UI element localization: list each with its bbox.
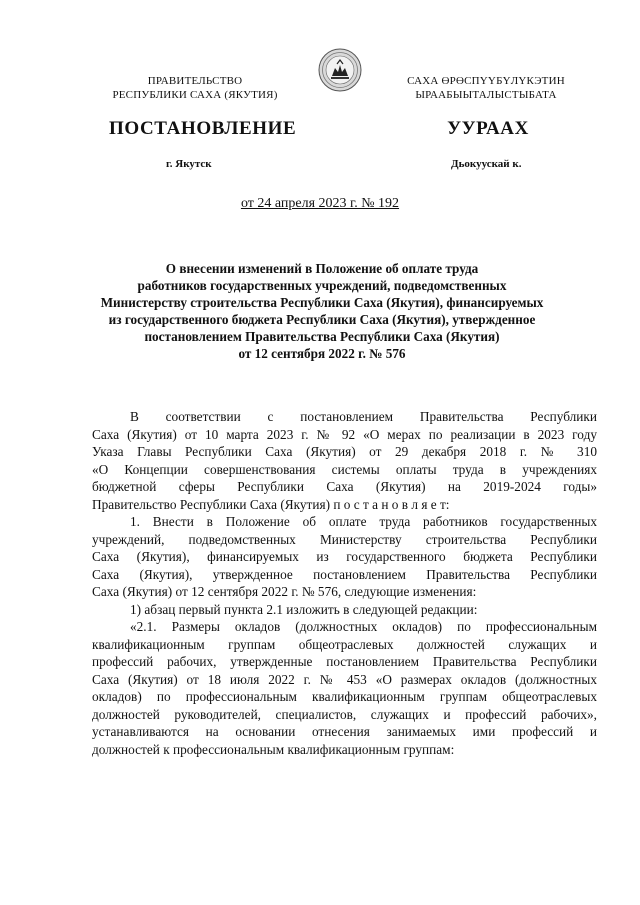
body-line: «О Концепции совершенствования системы оплаты труда в учреждениях <box>92 461 597 477</box>
paragraph-subitem-1 <box>92 601 597 619</box>
body-line: 1) абзац первый пункта 2.1 изложить в следующей редакции: <box>130 601 478 617</box>
body-line: Указа Главы Республики Саха (Якутия) от 29 декабря 2018 г. № 310 <box>92 444 597 459</box>
paragraph-item-1 <box>92 513 597 601</box>
document-date-number <box>0 196 640 212</box>
paragraph-quote-2-1 <box>92 618 597 758</box>
body-line: В соответствии с постановлением Правительства Республики <box>130 409 597 424</box>
header-left-line-1: ПРАВИТЕЛЬСТВО <box>147 75 243 87</box>
body-line: должностей к профессиональным квалификационным группам: <box>92 741 455 757</box>
coat-of-arms-icon <box>318 48 362 92</box>
header-left-line-2: РЕСПУБЛИКИ САХА (ЯКУТИЯ) <box>112 89 278 101</box>
government-name-russian <box>85 74 305 102</box>
body-line: 1. Внести в Положение об оплате труда работников государственных <box>130 514 597 529</box>
body-line: Саха (Якутия) от 18 июля 2022 г. № 453 «О размерах окладов (должностных <box>92 671 597 687</box>
government-name-yakut <box>376 74 596 102</box>
body-line: Саха (Якутия) от 10 марта 2023 г. № 92 «О мерах по реализации в 2023 году <box>92 426 597 442</box>
heading-line: работников государственных учреждений, подведомственных <box>137 278 507 293</box>
body-line: окладов) по профессиональным квалификационным группам общеотраслевых <box>92 689 597 704</box>
body-line: устанавливаются на основании отнесения занимаемых ими профессий и <box>92 724 597 739</box>
header-right-line-2: ЫРААБЫЫТАЛЫСТЫБАТА <box>415 89 557 101</box>
heading-line: постановлением Правительства Республики Саха (Якутия) <box>144 329 500 344</box>
document-type-russian: ПОСТАНОВЛЕНИЕ <box>109 118 297 139</box>
date-number-text: от 24 апреля 2023 г. № 192 <box>240 196 400 211</box>
body-line: учреждений, подведомственных Министерству строительства Республики <box>92 531 597 547</box>
document-body <box>92 408 597 758</box>
city-yakut: Дьокуускай к. <box>451 158 522 170</box>
body-line: «2.1. Размеры окладов (должностных окладов) по профессиональным <box>130 619 597 634</box>
heading-line: О внесении изменений в Положение об оплате труда <box>165 261 479 276</box>
body-line: Саха (Якутия), финансируемых из государственного бюджета Республики <box>92 549 597 564</box>
body-line: Саха (Якутия), утвержденное постановлением Правительства Республики <box>92 566 597 582</box>
body-line: должностей руководителей, специалистов, служащих и профессий рабочих», <box>92 706 597 722</box>
paragraph-preamble <box>92 408 597 513</box>
body-line: Саха (Якутия) от 12 сентября 2022 г. № 576, следующие изменения: <box>92 584 477 599</box>
body-line: Правительство Республики Саха (Якутия) п о с т а н о в л я е т: <box>92 496 450 512</box>
heading-line: Министерству строительства Республики Саха (Якутия), финансируемых <box>100 295 544 310</box>
document-heading <box>92 260 552 362</box>
body-line: бюджетной сферы Республики Саха (Якутия) на 2019-2024 годы» <box>92 479 597 494</box>
document-type-yakut: УУРААХ <box>447 118 529 139</box>
body-line: профессий рабочих, утвержденные постановлением Правительства Республики <box>92 654 597 669</box>
body-line: квалификационным группам общеотраслевых должностей служащих и <box>92 636 597 652</box>
header-right-line-1: САХА ӨРӨСПҮҮБҮЛҮКЭТИН <box>407 75 565 87</box>
heading-line: от 12 сентября 2022 г. № 576 <box>238 346 406 361</box>
city-russian: г. Якутск <box>166 158 212 170</box>
heading-line: из государственного бюджета Республики Саха (Якутия), утвержденное <box>108 312 536 327</box>
